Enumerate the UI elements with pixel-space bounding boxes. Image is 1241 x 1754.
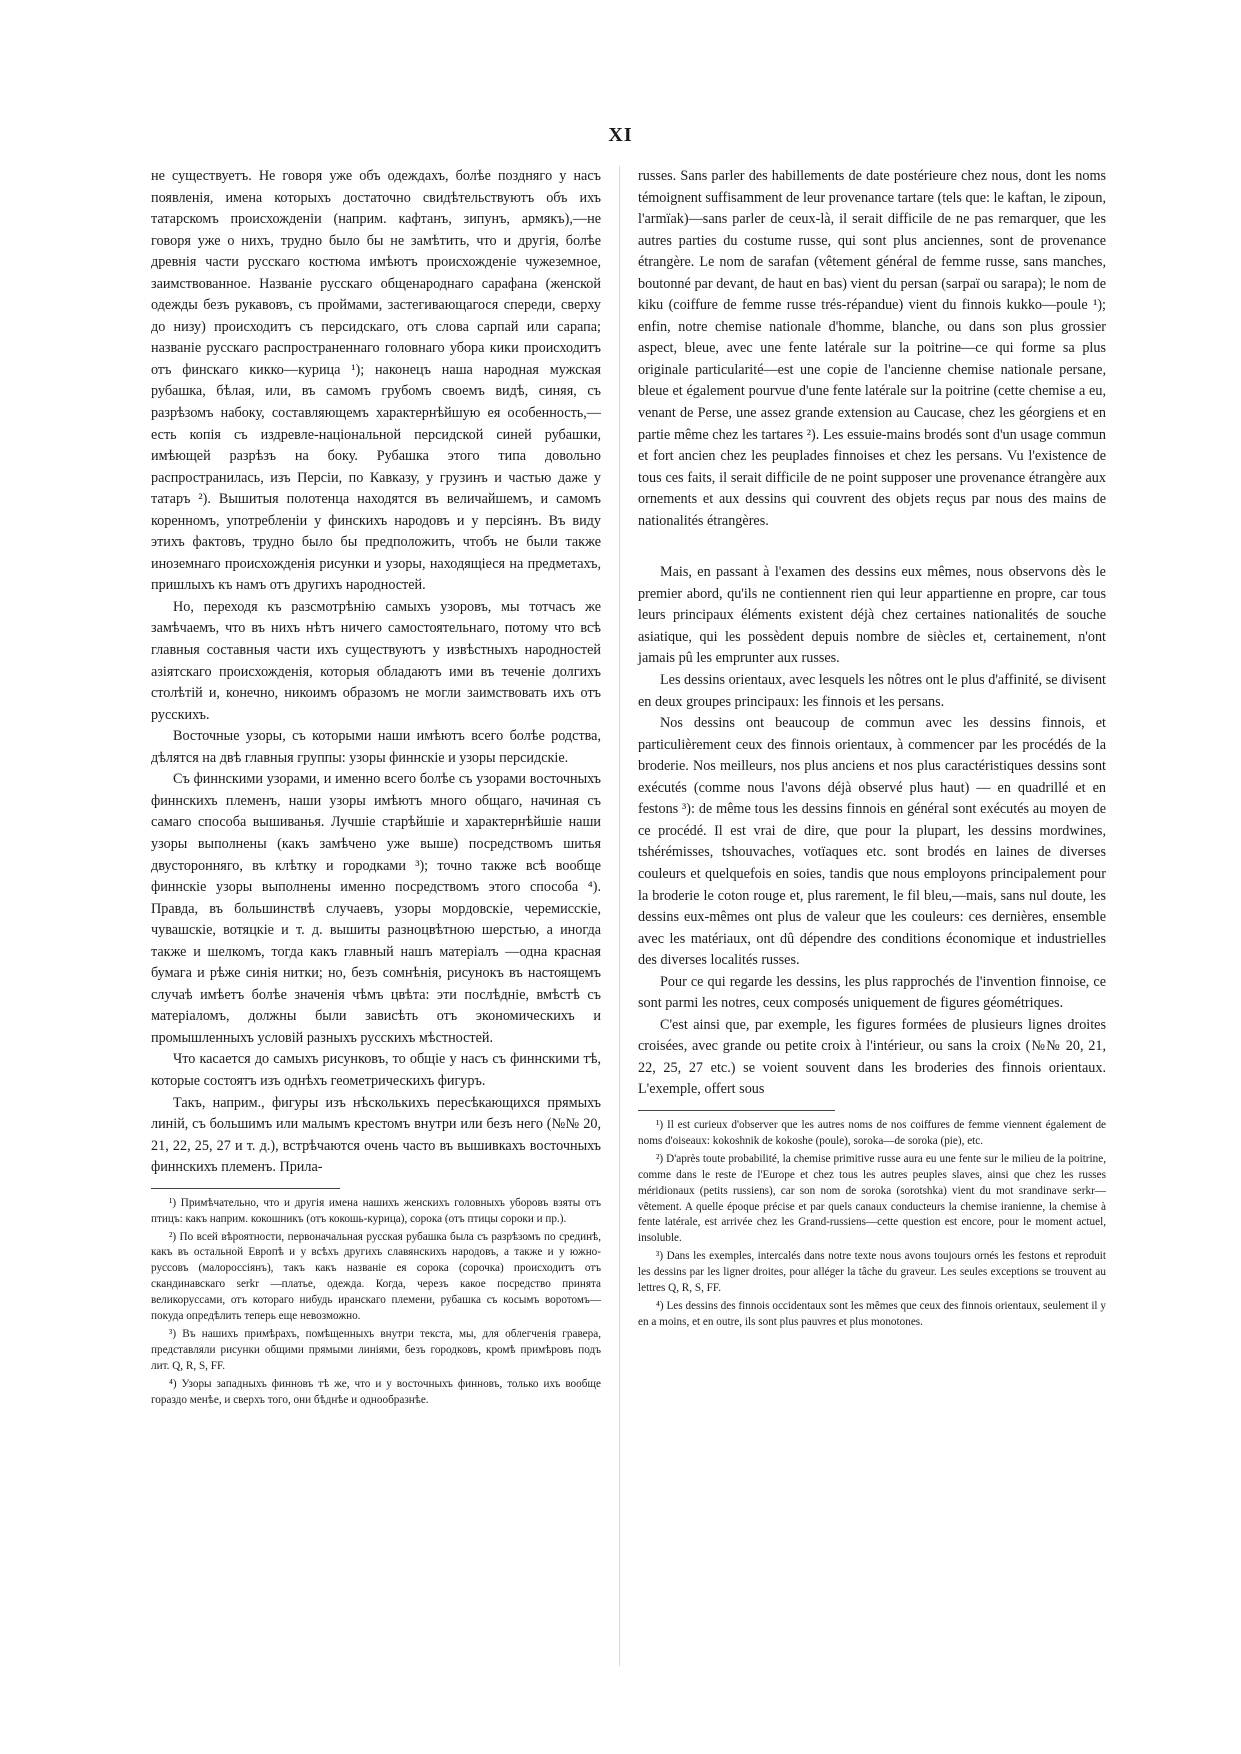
- french-paragraph: Mais, en passant à l'examen des dessins eux mêmes, nous observons dès le premier abord, qu'ils ne contiennent rien qui leur appartienne en propre, car tous leurs principaux éléments existent déjà chez certaines nationalités de souche asiatique, qui les possèdent depuis nombre de siècles et, certainement, n'ont jamais pû les emprunter aux russes.: [638, 564, 1106, 667]
- russian-paragraph: Съ финнскими узорами, и именно всего болѣе съ узорами восточныхъ финнскихъ племенъ, наши узоры имѣютъ много общаго, начиная съ самаго способа вышиванья. Лучшіе старѣйшіе и характернѣйшіе наши узоры выполнены (какъ замѣчено уже выше) посредствомъ шитья двусторонняго, въ клѣтку и городками ³); точно также всѣ вообще финнскіе узоры выполнены именно посредствомъ этого способа ⁴). Правда, въ большинствѣ случаевъ, узоры мордовскіе, черемисскіе, чувашскіе, вотяцкіе и т. д. вышиты разноцвѣтною шерстью, а иногда также и шелкомъ, тогда какъ главный нашъ матеріалъ —одна красная бумага и рѣже синія нитки; но, безъ сомнѣнія, рисунокъ въ настоящемъ случаѣ имѣетъ болѣе значенія чѣмъ цвѣта: эти послѣдніе, вмѣстѣ съ матеріаломъ, должны были зависѣть отъ экономическихъ и промышленныхъ условій разныхъ русскихъ мѣстностей.: [151, 771, 601, 1046]
- footnote: ⁴) Les dessins des finnois occidentaux sont les mêmes que ceux des finnois orientaux, seulement il y en a moins, et en outre, ils sont plus pauvres et plus monotones.: [638, 1299, 1106, 1328]
- french-paragraph: russes. Sans parler des habillements de date postérieure chez nous, dont les noms témoignent suffisamment de leur provenance tartare (tels que: le kaftan, le zipoun, l'armïak)—sans parler de ceux-là, il serait difficile de ne pas remarquer, que les autres parties du costume russe, qui sont plus anciennes, sont de provenance étrangère. Le nom de sarafan (vêtement général de femme russe, sans manches, boutonné par devant, de haut en bas) vient du persan (sarpaï ou sarapa); le nom de kiku (coiffure de femme russe trés-répandue) vient du finnois kukko—poule ¹); enfin, notre chemise nationale d'homme, blanche, ou dans son plus grossier aspect, bleue, avec une fente latérale sur la poitrine—ce qui forme sa plus originale particularité—est une copie de l'ancienne chemise nationale persane, bleue et également pourvue d'une fente latérale sur la poitrine (cette chemise a eu, venant de Perse, une assez grande extension au Caucase, chez les géorgiens et en partie même chez les tartares ²). Les essuie-mains brodés sont d'un usage commun et fort ancien chez les peuplades finnoises et chez les persans. Vu l'existence de tous ces faits, il serait difficile de ne point supposer une provenance étrangère aux ornements et aux dessins qui couvrent des objets reçus par nous des mains de nationalités étrangères.: [638, 168, 1106, 529]
- russian-body: [151, 166, 601, 1179]
- french-column: [638, 166, 1106, 1331]
- footnote: ⁴) Узоры западныхъ финновъ тѣ же, что и у восточныхъ финновъ, только ихъ вообще гораздо менѣе, и сверхъ того, они бѣднѣе и однообразнѣе.: [151, 1377, 601, 1406]
- russian-footnotes: [151, 1196, 601, 1409]
- french-paragraph: C'est ainsi que, par exemple, les figures formées de plusieurs lignes droites croisées, avec grande ou petite croix à l'intérieur, ou sans la croix (№№ 20, 21, 22, 25, 27 etc.) se voient souvent dans les broderies des finnois orientaux. L'exemple, offert sous: [638, 1016, 1106, 1098]
- footnote: ²) По всей вѣроятности, первоначальная русская рубашка была съ разрѣзомъ по срединѣ, какъ въ остальной Европѣ и у всѣхъ другихъ славянскихъ народовъ, а также и у южно-руссовъ (малороссіянъ), такъ какъ названіе ея сорока (сорочка) происходитъ отъ скандинавскаго serkr —платье, одежда. Когда, черезъ какое посредство принята великоруссами, отъ котораго нибудь иранскаго племени, рубашка съ косымъ воротомъ— покуда опредѣлить теперь еще невозможно.: [151, 1230, 601, 1323]
- footnote: ³) Въ нашихъ примѣрахъ, помѣщенныхъ внутри текста, мы, для облегченія гравера, представляли рисунки общими прямыми линіями, безъ городковъ, кромѣ примѣровъ подъ лит. Q, R, S, FF.: [151, 1327, 601, 1372]
- footnote: ³) Dans les exemples, intercalés dans notre texte nous avons toujours ornés les festons et reproduit les dessins par les ligner droites, pour alléger la tâche du graveur. Les seules exceptions se trouvent au lettres Q, R, S, FF.: [638, 1250, 1106, 1295]
- french-body: [638, 166, 1106, 1101]
- french-paragraph: Nos dessins ont beaucoup de commun avec les dessins finnois, et particulièrement ceux des finnois orientaux, à commencer par les procédés de la broderie. Nos meilleurs, nos plus anciens et nos plus caractéristiques dessins sont exécutés (comme nous l'avons déjà observé plus haut) — en quadrillé et en festons ³): de même tous les dessins finnois en général sont exécutés au moyen de ce procédé. Il est vrai de dire, que pour la plupart, les dessins mordwines, tshérémisses, tshouvaches, votïaques etc. sont brodés en laines de diverses couleurs et quelquefois en soies, tandis que nous employons principalement pour la broderie le coton rouge et, plus rarement, le fil bleu,—mais, sans nul doute, les dessins eux-mêmes ont plus de valeur que les couleurs: ces dernières, ensemble avec les matériaux, ont dû dépendre des conditions économique et industrielles des diverses localités russes.: [638, 715, 1106, 969]
- russian-paragraph: Но, переходя къ разсмотрѣнію самыхъ узоровъ, мы тотчасъ же замѣчаемъ, что въ нихъ нѣтъ ничего самостоятельнаго, потому что всѣ главныя составныя части ихъ существуютъ у извѣстныхъ народностей азіятскаго происхожденія, которыя обладаютъ ими въ теченіе долгихъ столѣтій и, конечно, никоимъ образомъ не могли заимствовать ихъ отъ русскихъ.: [151, 598, 601, 723]
- russian-paragraph: Такъ, наприм., фигуры изъ нѣсколькихъ пересѣкающихся прямыхъ линій, съ большимъ или малымъ крестомъ внутри или безъ него (№№ 20, 21, 22, 25, 27 и т. д.), встрѣчаются очень часто въ вышивкахъ восточныхъ финнскихъ племенъ. Прила-: [151, 1094, 601, 1176]
- footnote: ²) D'après toute probabilité, la chemise primitive russe aura eu une fente sur le milieu de la poitrine, comme dans le reste de l'Europe et chez tous les autres peuples slaves, ainsi que chez les russes méridionaux (petits russiens), car son nom de soroka (sorotshka) vient du mot srandinave serkr—vêtement. A quelle époque précise et par quels canaux conducteurs la chemise iranienne, la chemise à fente latérale, est arrivée chez les Grand-russiens—cette question est encore, pour le moment actuel, insoluble.: [638, 1152, 1106, 1245]
- footnote: ¹) Примѣчательно, что и другія имена нашихъ женскихъ головныхъ уборовъ взяты отъ птицъ: какъ наприм. кокошникъ (отъ кокошь-курица), сорока (отъ птицы сороки и пр.).: [151, 1196, 601, 1225]
- french-footnotes: [638, 1118, 1106, 1331]
- footnote-rule: [638, 1110, 835, 1111]
- russian-paragraph: Что касается до самыхъ рисунковъ, то общіе у насъ съ финнскими тѣ, которые состоятъ изъ однѣхъ геометрическихъ фигуръ.: [151, 1051, 601, 1089]
- russian-paragraph: Восточные узоры, съ которыми наши имѣютъ всего болѣе родства, дѣлятся на двѣ главныя группы: узоры финнскіе и узоры персидскіе.: [151, 728, 601, 766]
- footnote: ¹) Il est curieux d'observer que les autres noms de nos coiffures de femme viennent également de noms d'oiseaux: kokoshnik de kokoshe (poule), soroka—de soroka (pie), etc.: [638, 1118, 1106, 1147]
- page-number: XI: [608, 124, 633, 146]
- column-divider: [619, 166, 620, 1666]
- russian-column: [151, 166, 601, 1408]
- french-paragraph: Pour ce qui regarde les dessins, les plus rapprochés de l'invention finnoise, ce sont parmi les notres, ceux composés uniquement de figures géométriques.: [638, 973, 1106, 1012]
- footnote-rule: [151, 1188, 340, 1189]
- russian-paragraph: не существуетъ. Не говоря уже объ одеждахъ, болѣе позднягo у насъ появленія, имена которыхъ достаточно свидѣтельствуютъ объ ихъ татарскомъ происхожденіи (наприм. кафтанъ, зипунъ, армякъ),—не говоря уже о нихъ, трудно было бы не замѣтить, что и другія, болѣе древнія части русскаго костюма имѣютъ происхожденіе чужеземное, заимствованное. Названіе русскаго общенароднаго сарафана (женской одежды безъ рукавовъ, съ проймами, застегивающагося спереди, сверху до низу) происходитъ съ персидскаго, отъ слова сарпай или сарапа; названіе русскаго распространеннаго головнаго убора кики происходитъ отъ финскаго кикко—курица ¹); наконецъ наша народная мужская рубашка, бѣлая, или, въ самомъ грубомъ своемъ видѣ, синяя, съ разрѣзомъ набоку, составляющемъ характернѣйшую ея особенность,—есть копія съ издревле-національной персидской синей рубашки, имѣющей разрѣзъ на боку. Рубашка этого типа довольно распространилась, изъ Персіи, по Кавказу, у грузинъ и частью даже у татаръ ²). Вышитыя полотенца находятся въ величайшемъ, и самомъ коренномъ, употребленіи у финскихъ народовъ и у персіянъ. Въ виду этихъ фактовъ, трудно было бы предположить, чтобъ не были также иноземнаго происхожденія рисунки и узоры, находящіеся на предметахъ, пришлыхъ къ намъ отъ другихъ народностей.: [151, 168, 601, 594]
- french-paragraph: Les dessins orientaux, avec lesquels les nôtres ont le plus d'affinité, se divisent en deux groupes principaux: les finnois et les persans.: [638, 672, 1106, 710]
